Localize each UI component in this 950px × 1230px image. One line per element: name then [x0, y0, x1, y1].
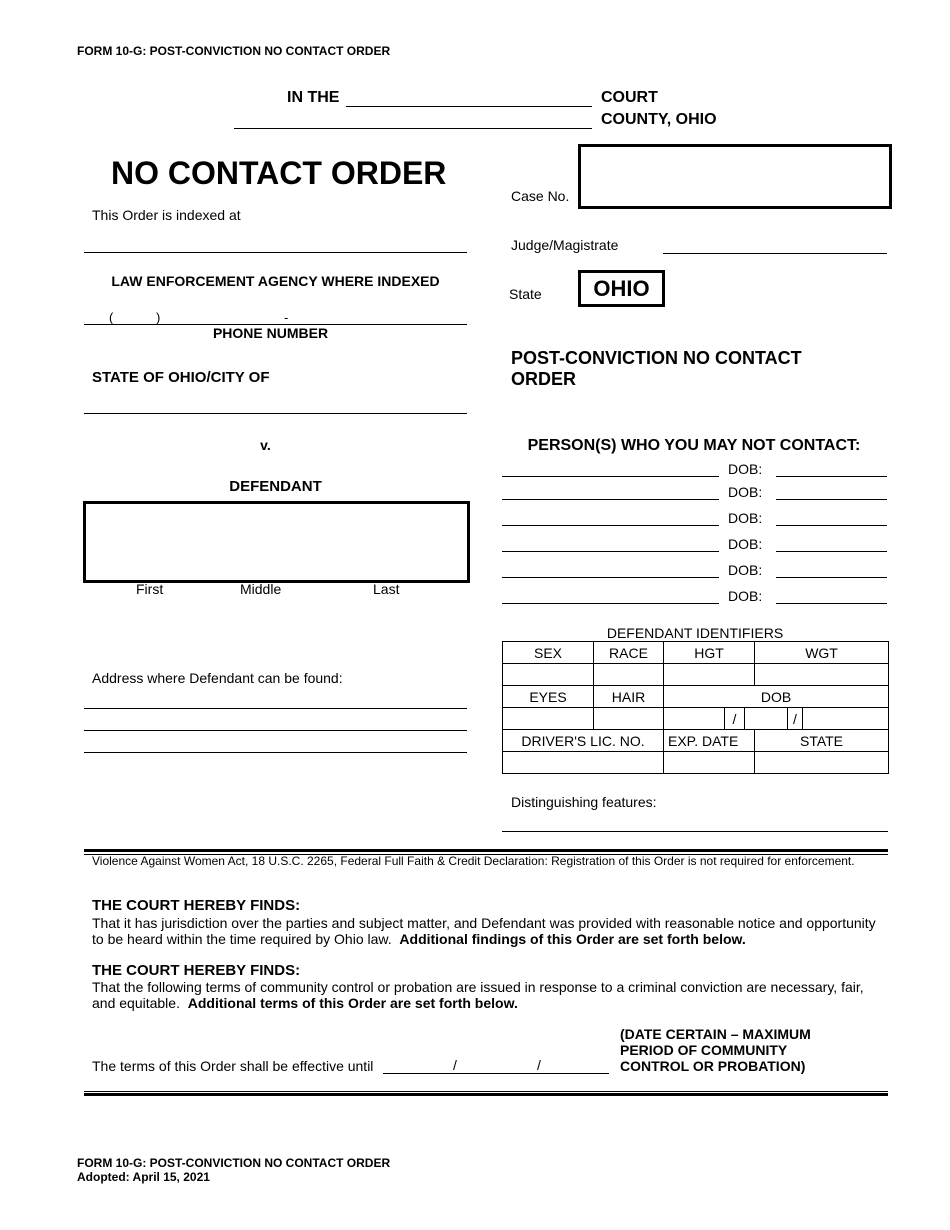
- page-title: NO CONTACT ORDER: [111, 155, 447, 191]
- person-dob-field[interactable]: [776, 603, 887, 604]
- county-name-field[interactable]: [234, 128, 592, 129]
- footer-form-label: FORM 10-G: POST-CONVICTION NO CONTACT ORDER: [77, 1156, 391, 1170]
- state-city-label: STATE OF OHIO/CITY OF: [92, 369, 270, 386]
- persons-heading: PERSON(S) WHO YOU MAY NOT CONTACT:: [527, 437, 861, 454]
- state-label: State: [509, 286, 542, 302]
- person-name-field[interactable]: [502, 476, 719, 477]
- id-dob-year-cell[interactable]: [803, 708, 889, 730]
- finds-text-2: That the following terms of community control or probation are issued in response to a criminal conviction are necessary, fair, and equitable.: [92, 979, 864, 1011]
- person-name-field[interactable]: [502, 603, 719, 604]
- identifiers-table: [502, 641, 889, 774]
- id-dob-slash-1: /: [725, 708, 745, 730]
- dob-label: DOB:: [728, 562, 763, 578]
- id-sex-cell[interactable]: [503, 664, 594, 686]
- id-dob-month-cell[interactable]: [664, 708, 725, 730]
- case-no-box[interactable]: [578, 144, 892, 209]
- court-label: COURT: [601, 89, 658, 106]
- section-divider: [84, 849, 888, 852]
- dob-label: DOB:: [728, 484, 763, 500]
- finds-heading-1: THE COURT HEREBY FINDS:: [92, 897, 301, 914]
- id-hair-cell[interactable]: [594, 708, 664, 730]
- id-dob-header: DOB: [664, 686, 889, 708]
- case-no-label: Case No.: [511, 188, 570, 204]
- dob-label: DOB:: [728, 588, 763, 604]
- id-license-cell[interactable]: [503, 752, 664, 774]
- id-hgt-cell[interactable]: [664, 664, 755, 686]
- id-exp-cell[interactable]: [664, 752, 755, 774]
- phone-dash: -: [284, 310, 289, 325]
- defendant-name-box[interactable]: [83, 501, 470, 583]
- finds-paragraph-2: [92, 979, 882, 1011]
- person-dob-field[interactable]: [776, 476, 887, 477]
- phone-paren-close: ): [156, 310, 161, 325]
- id-license-header: DRIVER'S LIC. NO.: [503, 730, 664, 752]
- address-line-3[interactable]: [84, 752, 467, 753]
- person-dob-field[interactable]: [776, 525, 887, 526]
- person-dob-field[interactable]: [776, 577, 887, 578]
- person-dob-field[interactable]: [776, 551, 887, 552]
- finds-text-1: That it has jurisdiction over the parties and subject matter, and Defendant was provided with reasonable notice and opportunity to be heard within the time required by Ohio law.: [92, 915, 876, 947]
- address-line-2[interactable]: [84, 730, 467, 731]
- id-race-header: RACE: [594, 642, 664, 664]
- id-eyes-header: EYES: [503, 686, 594, 708]
- versus-label: v.: [260, 437, 271, 453]
- id-state-cell[interactable]: [755, 752, 889, 774]
- id-eyes-cell[interactable]: [503, 708, 594, 730]
- defendant-label: DEFENDANT: [229, 478, 322, 495]
- finds-paragraph-1: [92, 915, 882, 947]
- dob-label: DOB:: [728, 461, 763, 477]
- dob-label: DOB:: [728, 510, 763, 526]
- person-name-field[interactable]: [502, 577, 719, 578]
- id-hair-header: HAIR: [594, 686, 664, 708]
- date-certain-note: (DATE CERTAIN – MAXIMUM PERIOD OF COMMUNITY CONTROL OR PROBATION): [620, 1026, 811, 1074]
- person-name-field[interactable]: [502, 499, 719, 500]
- effective-date-field[interactable]: [383, 1073, 609, 1074]
- phone-number-label: PHONE NUMBER: [212, 325, 329, 341]
- judge-field[interactable]: [663, 253, 887, 254]
- address-label: Address where Defendant can be found:: [92, 670, 343, 686]
- effective-until-label: The terms of this Order shall be effective until: [92, 1058, 374, 1074]
- finds-bold-2: Additional terms of this Order are set forth below.: [187, 995, 518, 1011]
- state-value: OHIO: [578, 270, 665, 307]
- county-label: COUNTY, OHIO: [601, 111, 717, 128]
- finds-bold-1: Additional findings of this Order are set forth below.: [399, 931, 746, 947]
- name-last-label: Last: [373, 581, 400, 597]
- order-title: POST-CONVICTION NO CONTACT ORDER: [511, 348, 802, 389]
- date-slash-2: /: [537, 1057, 541, 1073]
- name-middle-label: Middle: [240, 581, 282, 597]
- id-state-header: STATE: [755, 730, 889, 752]
- person-dob-field[interactable]: [776, 499, 887, 500]
- finds-heading-2: THE COURT HEREBY FINDS:: [92, 962, 301, 979]
- distinguishing-field[interactable]: [502, 831, 888, 832]
- dob-label: DOB:: [728, 536, 763, 552]
- phone-paren-open: (: [109, 310, 114, 325]
- id-race-cell[interactable]: [594, 664, 664, 686]
- agency-label: LAW ENFORCEMENT AGENCY WHERE INDEXED: [111, 273, 440, 289]
- id-wgt-header: WGT: [755, 642, 889, 664]
- address-line-1[interactable]: [84, 708, 467, 709]
- court-name-field[interactable]: [346, 106, 592, 107]
- form-header-label: FORM 10-G: POST-CONVICTION NO CONTACT ORDER: [77, 44, 391, 58]
- judge-label: Judge/Magistrate: [511, 237, 619, 253]
- indexed-at-field[interactable]: [84, 252, 467, 253]
- id-hgt-header: HGT: [664, 642, 755, 664]
- in-the-label: IN THE: [287, 89, 340, 106]
- name-first-label: First: [136, 581, 164, 597]
- id-dob-day-cell[interactable]: [745, 708, 788, 730]
- indexed-at-label: This Order is indexed at: [92, 207, 241, 223]
- footer-adopted: Adopted: April 15, 2021: [77, 1170, 210, 1184]
- bottom-divider: [84, 1093, 888, 1096]
- date-slash-1: /: [453, 1057, 457, 1073]
- distinguishing-label: Distinguishing features:: [511, 794, 657, 810]
- person-name-field[interactable]: [502, 525, 719, 526]
- person-name-field[interactable]: [502, 551, 719, 552]
- bottom-divider-thin: [84, 1091, 888, 1092]
- id-exp-header: EXP. DATE: [664, 730, 755, 752]
- id-dob-slash-2: /: [788, 708, 803, 730]
- id-wgt-cell[interactable]: [755, 664, 889, 686]
- id-sex-header: SEX: [503, 642, 594, 664]
- identifiers-heading: DEFENDANT IDENTIFIERS: [606, 625, 784, 641]
- state-city-field[interactable]: [84, 413, 467, 414]
- vawa-notice: Violence Against Women Act, 18 U.S.C. 2265, Federal Full Faith & Credit Declaration: Registration of this Order is not required for enforcement.: [92, 854, 855, 868]
